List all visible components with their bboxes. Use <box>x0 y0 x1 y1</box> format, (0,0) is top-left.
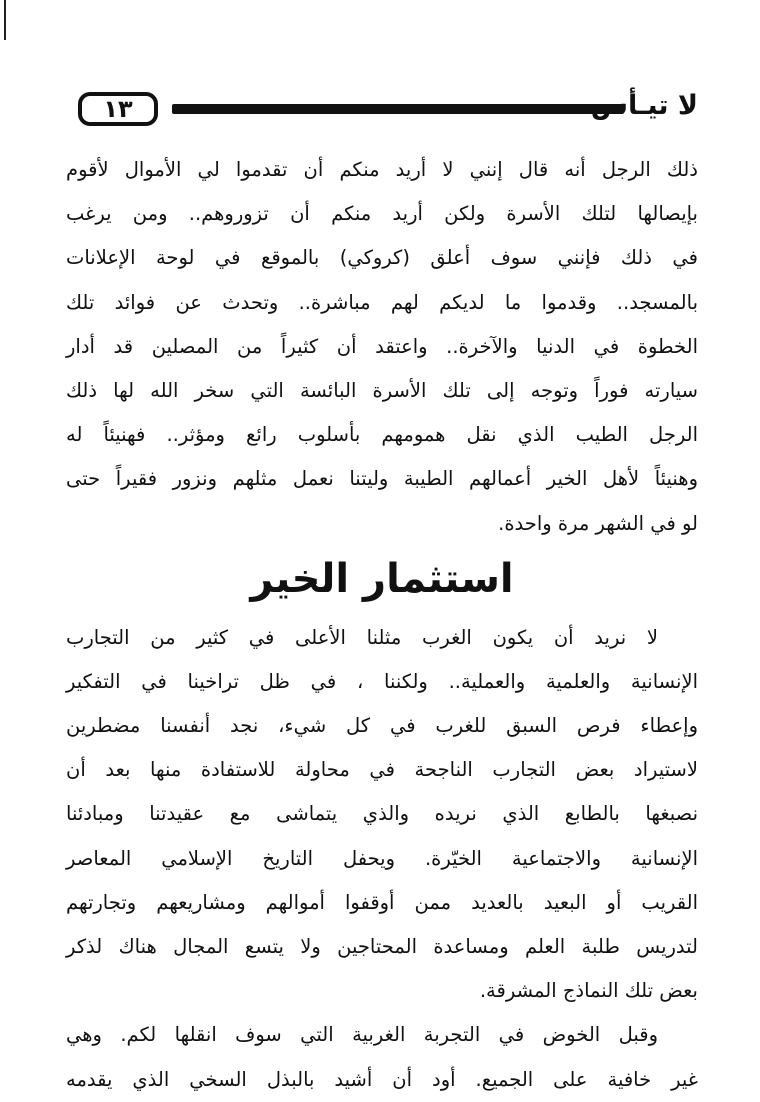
text-line: القريب أو البعيد بالعديد ممن أوقفوا أموالهم ومشاريعهم وتجارتهم <box>66 890 698 914</box>
text-line: لتدريس طلبة العلم ومساعدة المحتاجين ولا يتسع المجال هناك لذكر <box>66 935 698 958</box>
text-line: الخطوة في الدنيا والآخرة.. واعتقد أن كثيراً من المصلين قد أدار <box>66 334 698 358</box>
text-line: لاستيراد بعض التجارب الناجحة في محاولة للاستفادة منها بعد أن <box>66 758 698 782</box>
text-line: بعض تلك النماذج المشرقة. <box>479 979 698 1003</box>
scan-edge-line <box>4 0 6 40</box>
text-line: نصبغها بالطابع الذي نريده والذي يتماشى مع عقيدتنا ومبادئنا <box>66 802 698 826</box>
text-line: بالمسجد.. وقدموا ما لديكم لهم مباشرة.. وتحدث عن فوائد تلك <box>66 290 698 314</box>
text-line: غير خافية على الجميع. أود أن أشيد بالبذل السخي الذي يقدمه <box>66 1067 698 1091</box>
text-line: الرجل الطيب الذي نقل همومهم بأسلوب رائع ومؤثر.. فهنيئاً له <box>66 423 698 447</box>
text-line: لو في الشهر مرة واحدة. <box>498 511 698 535</box>
text-line: في ذلك فإنني سوف أعلق (كروكي) بالموقع في لوحة الإعلانات <box>66 246 698 270</box>
header-rule <box>172 104 624 114</box>
page-header <box>78 92 698 132</box>
text-line: لا نريد أن يكون الغرب مثلنا الأعلى في كثير من التجارب <box>66 625 658 649</box>
text-line: وإعطاء فرص السبق للغرب في كل شيء، نجد أنفسنا مضطرين <box>66 714 698 738</box>
text-line: وهنيئاً لأهل الخير أعمالهم الطيبة وليتنا نعمل مثلهم ونزور فقيراً حتى <box>66 467 698 491</box>
text-line: وقبل الخوض في التجربة الغربية التي سوف انقلها لكم. وهي <box>66 1023 658 1047</box>
text-line: الإنسانية والاجتماعية الخيّرة. ويحفل التاريخ الإسلامي المعاصر <box>66 846 698 870</box>
text-line: الإنسانية والعلمية والعملية.. ولكننا ، في ظل تراخينا في التفكير <box>66 669 698 693</box>
paragraph-2 <box>66 616 698 1014</box>
page-body <box>66 148 698 1102</box>
paragraph-1 <box>66 148 698 546</box>
text-line: بإيصالها لتلك الأسرة ولكن أريد منكم أن تزوروهم.. ومن يرغب <box>66 202 698 226</box>
text-line: ذلك الرجل أنه قال إنني لا أريد منكم أن تقدموا لي الأموال لأقوم <box>66 158 698 181</box>
text-line: سيارته فوراً وتوجه إلى تلك الأسرة البائسة التي سخر الله لها ذلك <box>66 378 698 402</box>
page-number: ١٣ <box>78 92 158 126</box>
section-heading: استثمار الخير <box>250 555 514 602</box>
running-title: لا تيـأس <box>590 90 698 121</box>
paragraph-3 <box>66 1013 698 1101</box>
